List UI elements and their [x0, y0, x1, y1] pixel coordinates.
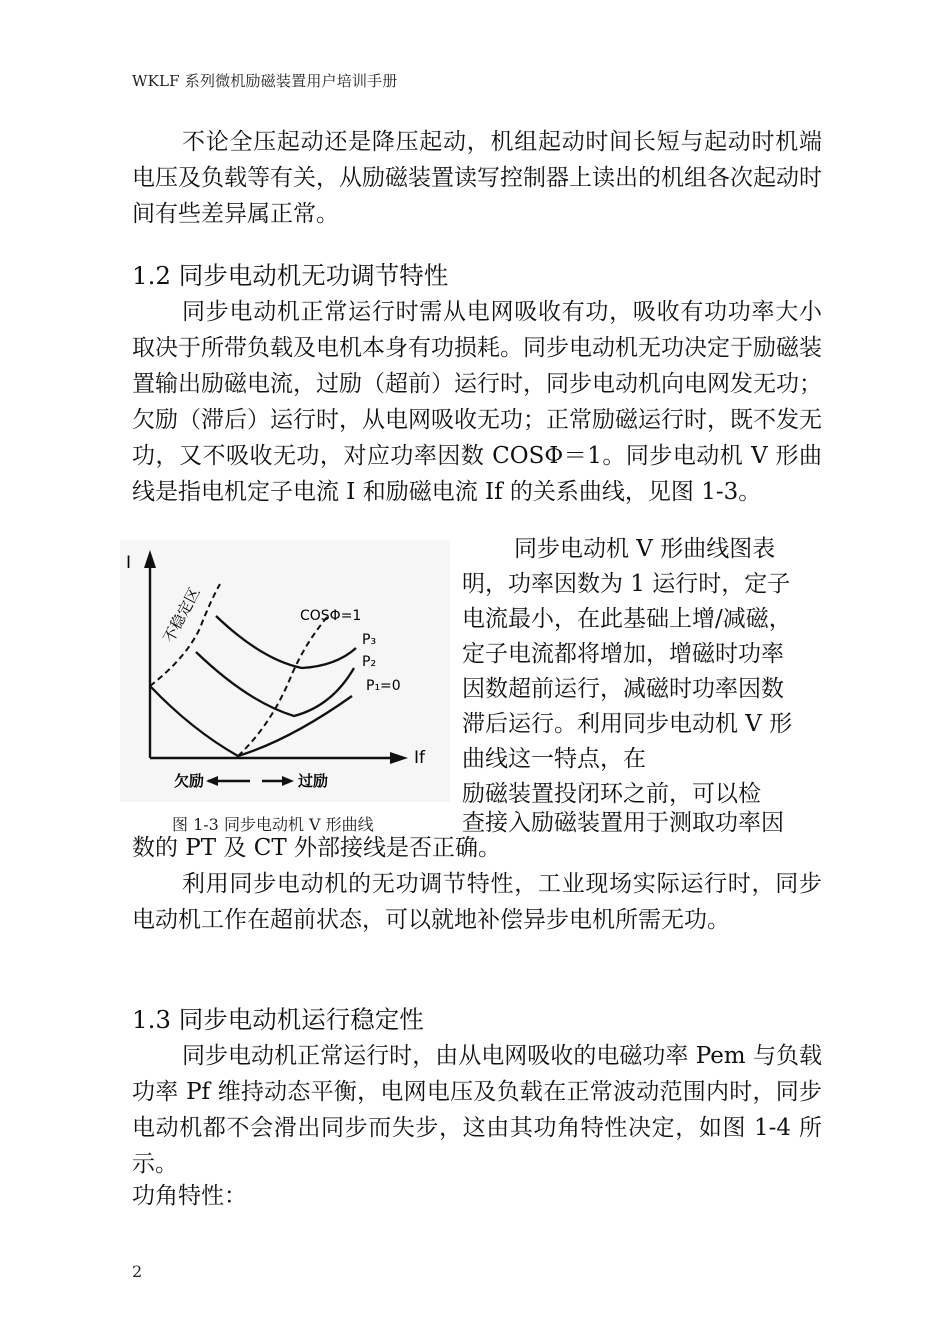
v-curve-figure [120, 540, 450, 802]
over-excitation-arrowhead [282, 776, 294, 786]
side-line: 因数超前运行，减磁时功率因数 [462, 676, 784, 702]
cos-phi-label: COSΦ=1 [300, 608, 362, 624]
side-line: 同步电动机 V 形曲线图表 [514, 536, 776, 562]
section-1-2-paragraph-1: 同步电动机正常运行时需从电网吸收有功，吸收有功功率大小取决于所带负载及电机本身有功损耗。同步电动机无功决定于励磁装置输出励磁电流，过励（超前）运行时，同步电动机向电网发无功；欠励（滞后）运行时，从电网吸收无功；正常励磁运行时，既不发无功，又不吸收无功，对应功率因数 COSΦ＝1。同步电动机 V 形曲线是指电机定子电流 I 和励磁电流 If 的关系曲线，见图 1-3。 [132, 299, 822, 505]
under-excitation-arrowhead [206, 776, 218, 786]
curve-p3-label: P₃ [362, 632, 377, 648]
section-1-2-title: 1.2 同步电动机无功调节特性 [132, 261, 449, 290]
side-line: 电流最小，在此基础上增/减磁， [462, 606, 792, 632]
section-1-2-paragraph-2: 利用同步电动机的无功调节特性，工业现场实际运行时，同步电动机工作在超前状态，可以就地补偿异步电机所需无功。 [132, 871, 822, 933]
side-line: 曲线这一特点，在 [462, 746, 646, 772]
unity-power-factor-line [238, 616, 328, 756]
side-line: 定子电流都将增加，增磁时功率 [462, 641, 784, 667]
page-number: 2 [132, 1262, 143, 1281]
under-excitation-label: 欠励 [174, 772, 205, 790]
section-1-3-paragraph: 同步电动机正常运行时，由从电网吸收的电磁功率 Pem 与负载功率 Pf 维持动态平衡，电网电压及负载在正常波动范围内时，同步电动机都不会滑出同步而失步，这由其功角特性决定，如图 1-4 所示。 [132, 1043, 822, 1177]
side-line: 滞后运行。利用同步电动机 V 形 [462, 711, 793, 737]
unstable-region-label: 不稳定区 [159, 584, 204, 646]
side-line: 明，功率因数为 1 运行时，定子 [462, 571, 791, 597]
section-1-3-title: 1.3 同步电动机运行稳定性 [132, 1005, 424, 1034]
over-excitation-label: 过励 [298, 772, 329, 790]
y-axis-label: I [126, 553, 132, 573]
figure-caption: 图 1-3 同步电动机 V 形曲线 [172, 815, 374, 834]
y-axis-arrow [144, 550, 156, 568]
curve-p2-label: P₂ [362, 654, 377, 670]
continuation-text: 数的 PT 及 CT 外部接线是否正确。 [132, 835, 501, 861]
x-axis-arrow [390, 752, 408, 764]
x-axis-label: If [414, 748, 425, 768]
side-line: 查接入励磁装置用于测取功率因 [462, 810, 784, 836]
document-header: WKLF 系列微机励磁装置用户培训手册 [132, 72, 398, 90]
curve-p1-label: P₁=0 [366, 678, 401, 694]
v-curve-diagram [120, 540, 450, 802]
power-angle-label: 功角特性： [132, 1183, 247, 1209]
side-line: 励磁装置投闭环之前，可以检 [462, 781, 761, 807]
figure-side-text [462, 532, 822, 841]
intro-paragraph: 不论全压起动还是降压起动，机组起动时间长短与起动时机端电压及负载等有关，从励磁装置读写控制器上读出的机组各次起动时间有些差异属正常。 [132, 129, 822, 227]
